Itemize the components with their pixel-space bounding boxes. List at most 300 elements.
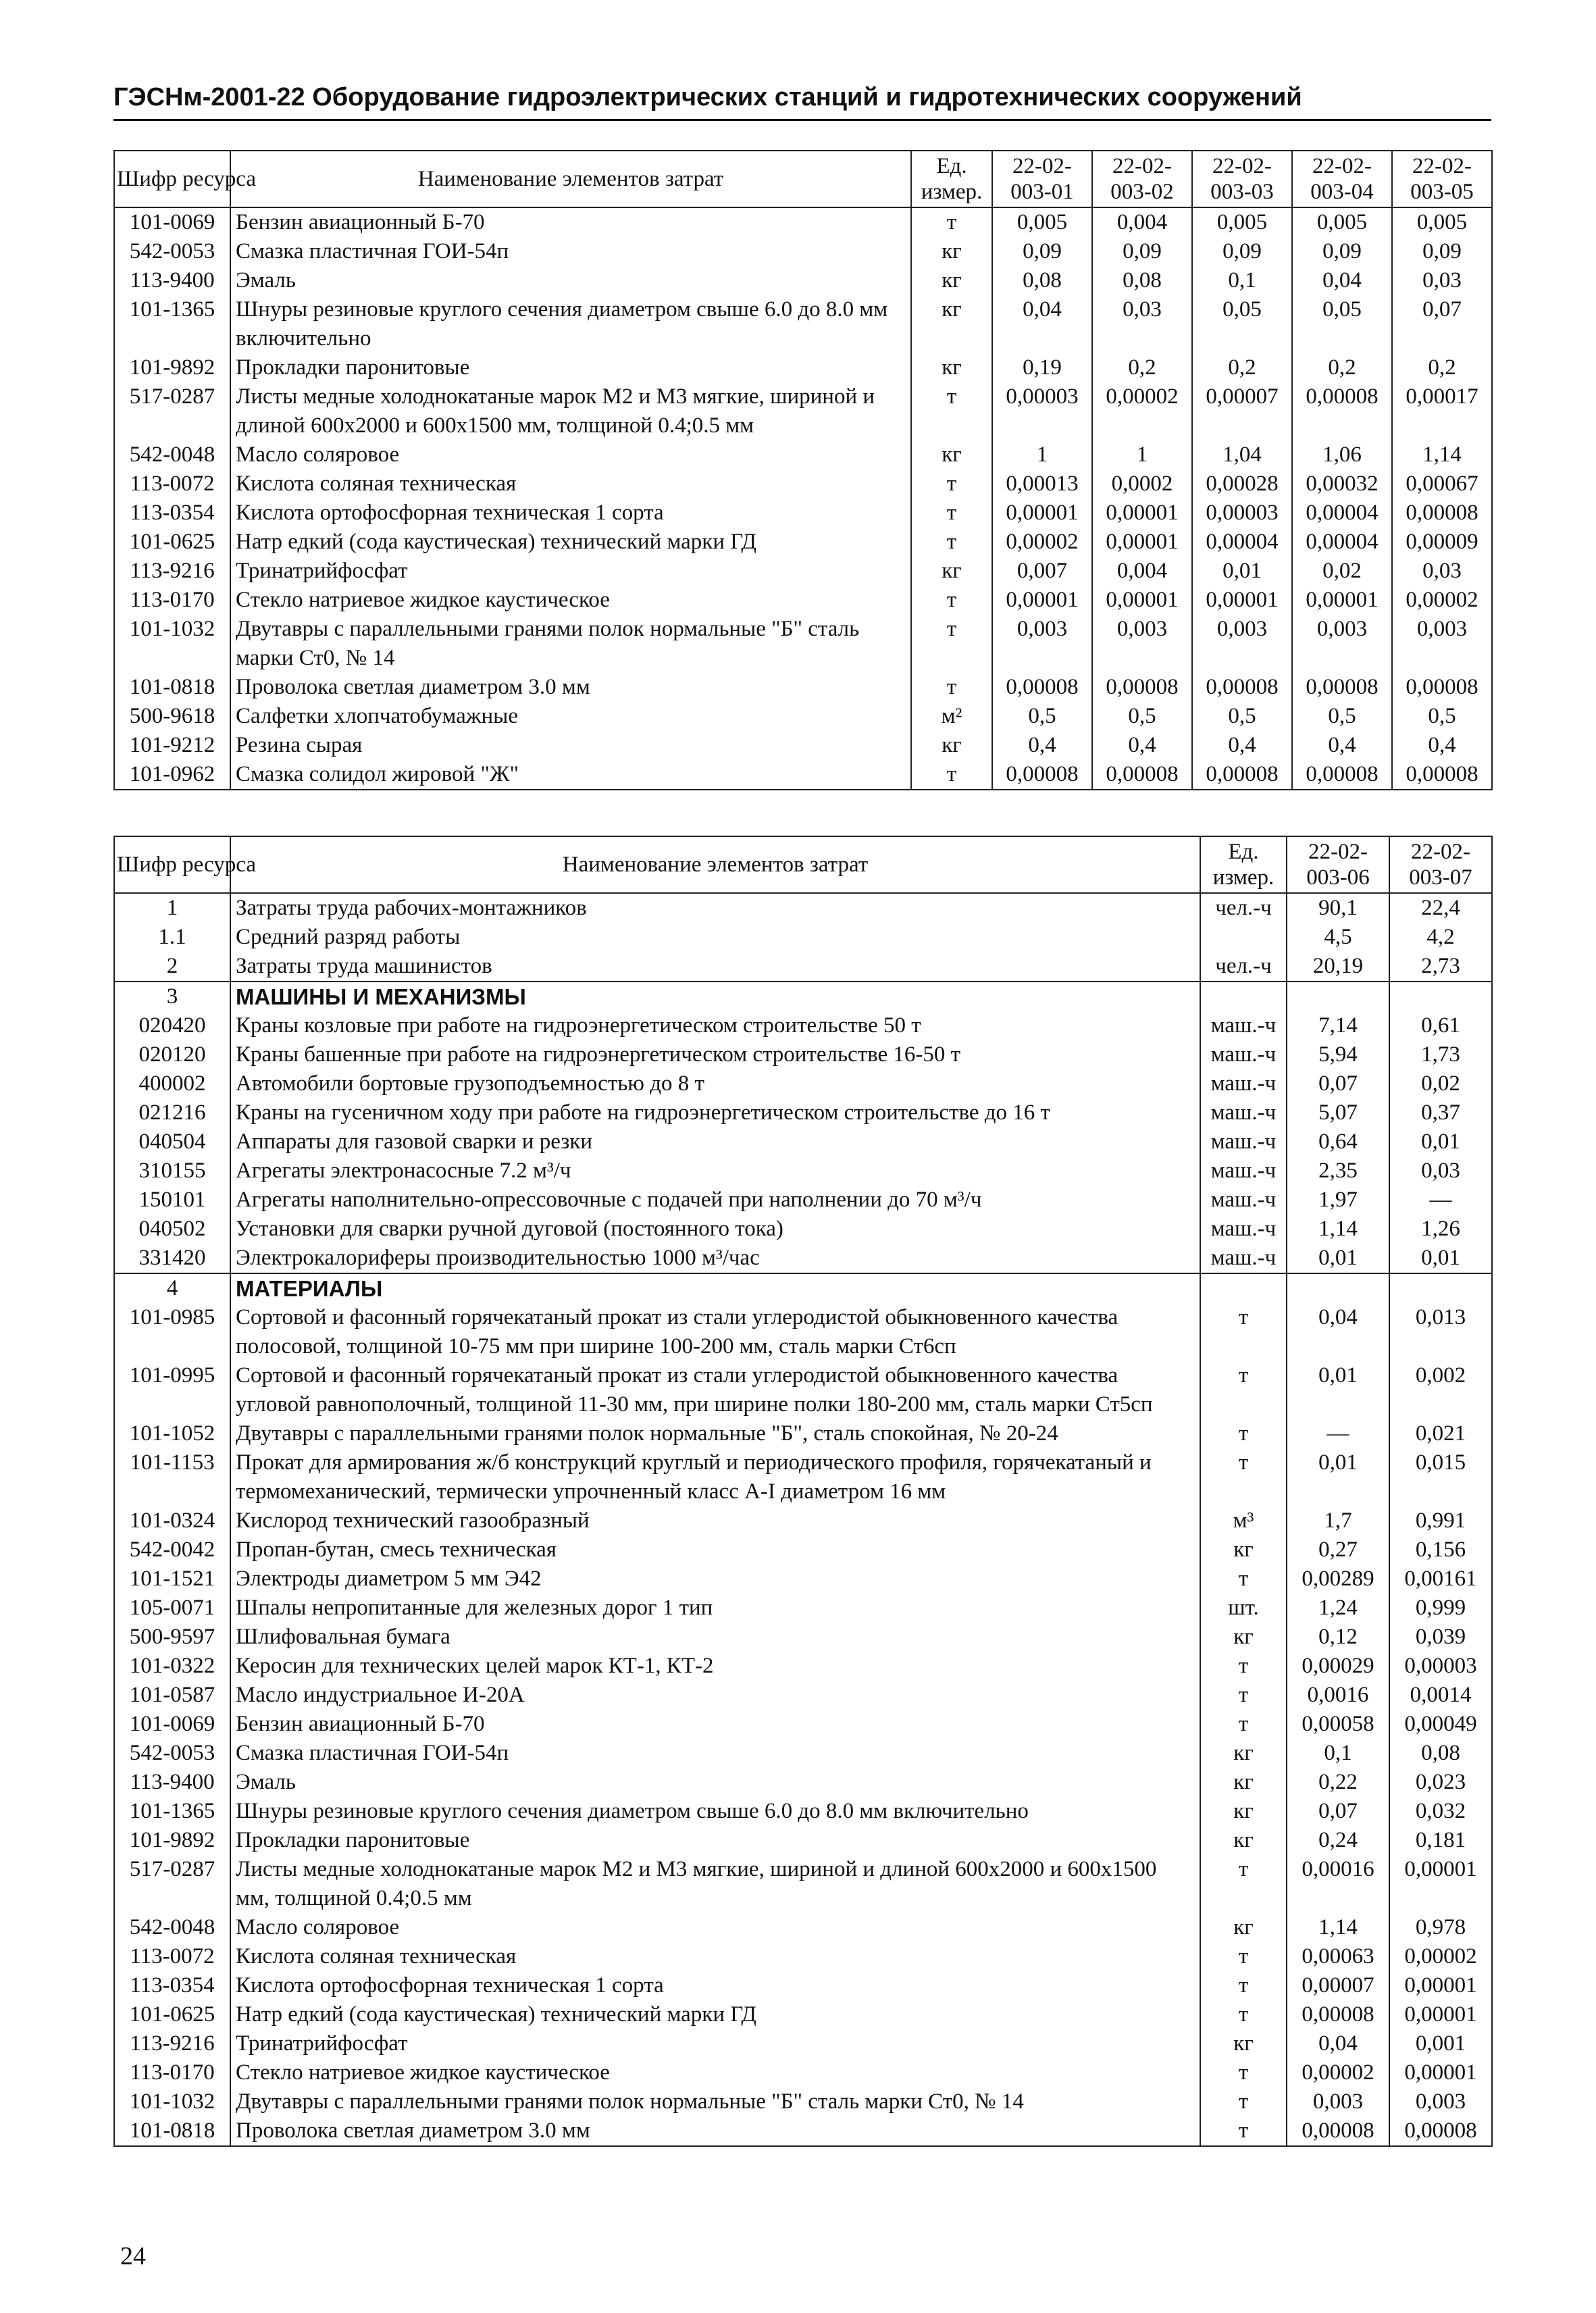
- value-cell: 1,04: [1192, 440, 1292, 469]
- table-row: [114, 1011, 1492, 1040]
- col-rate-header: 22-02-003-01: [992, 151, 1092, 207]
- value-cell: 2,73: [1389, 952, 1492, 982]
- value-cell: 0,00058: [1287, 1710, 1389, 1739]
- resource-name: Смазка пластичная ГОИ-54п: [230, 1739, 1200, 1768]
- table-row: [114, 615, 1492, 673]
- value-cell: 0,00008: [1389, 2116, 1492, 2146]
- value-cell: 0,00003: [1192, 499, 1292, 528]
- value-cell: 0,003: [1292, 615, 1392, 673]
- value-cell: 0,00008: [1392, 499, 1492, 528]
- table-row: [114, 760, 1492, 790]
- value-cell: 0,00001: [1389, 1855, 1492, 1913]
- value-cell: 0,00049: [1389, 1710, 1492, 1739]
- col-rate-header: 22-02-003-02: [1092, 151, 1192, 207]
- table-row: [114, 528, 1492, 557]
- resource-table-1: [113, 150, 1493, 790]
- table-row: [114, 1594, 1492, 1623]
- resource-name: Пропан-бутан, смесь техническая: [230, 1535, 1200, 1565]
- table-row: [114, 2116, 1492, 2146]
- unit-cell: т: [1200, 1971, 1287, 2000]
- value-cell: 0,00001: [1092, 528, 1192, 557]
- value-cell: 0,015: [1389, 1448, 1492, 1506]
- value-cell: 1,97: [1287, 1186, 1389, 1215]
- section-row: [114, 1273, 1492, 1303]
- value-cell: 0,00001: [1389, 1971, 1492, 2000]
- table-row: [114, 1942, 1492, 1971]
- resource-name: Кислота соляная техническая: [230, 469, 911, 499]
- resource-name: Электроды диаметром 5 мм Э42: [230, 1565, 1200, 1594]
- value-cell: 0,00007: [1192, 382, 1292, 440]
- value-cell: 0,00008: [1392, 673, 1492, 702]
- resource-code: 101-0069: [114, 1710, 230, 1739]
- resource-code: 101-0322: [114, 1652, 230, 1681]
- resource-name: Кислота соляная техническая: [230, 1942, 1200, 1971]
- value-cell: 0,00002: [1389, 1942, 1492, 1971]
- table-row: [114, 469, 1492, 499]
- value-cell: [1287, 982, 1389, 1011]
- resource-code: 542-0053: [114, 1739, 230, 1768]
- table-row: [114, 353, 1492, 382]
- value-cell: 0,00067: [1392, 469, 1492, 499]
- value-cell: 20,19: [1287, 952, 1389, 982]
- value-cell: 0,07: [1392, 295, 1492, 353]
- table-row: [114, 1098, 1492, 1127]
- unit-cell: маш.-ч: [1200, 1011, 1287, 1040]
- value-cell: 0,00009: [1392, 528, 1492, 557]
- value-cell: [1287, 1273, 1389, 1303]
- value-cell: 0,00001: [1192, 586, 1292, 615]
- value-cell: 0,00008: [1092, 673, 1192, 702]
- table-row: [114, 1797, 1492, 1826]
- resource-name: Стекло натриевое жидкое каустическое: [230, 2058, 1200, 2087]
- resource-code: 1: [114, 893, 230, 923]
- table-row: [114, 1069, 1492, 1098]
- resource-code: 101-1052: [114, 1419, 230, 1448]
- value-cell: 0,09: [1292, 237, 1392, 266]
- value-cell: 0,00161: [1389, 1565, 1492, 1594]
- value-cell: 0,08: [992, 266, 1092, 295]
- resource-code: 113-9400: [114, 1768, 230, 1797]
- resource-name: Эмаль: [230, 266, 911, 295]
- unit-cell: т: [1200, 1361, 1287, 1419]
- resource-name: Сортовой и фасонный горячекатаный прокат из стали углеродистой обыкновенного качества полосовой, толщиной 10-75 мм при ширине 100-200 мм, сталь марки Ст6сп: [230, 1303, 1200, 1361]
- resource-name: Двутавры с параллельными гранями полок нормальные "Б" сталь марки Ст0, № 14: [230, 2087, 1200, 2116]
- value-cell: 0,007: [992, 557, 1092, 586]
- value-cell: 0,003: [1389, 2087, 1492, 2116]
- unit-cell: м²: [911, 702, 992, 731]
- value-cell: 0,00017: [1392, 382, 1492, 440]
- unit-cell: шт.: [1200, 1594, 1287, 1623]
- value-cell: 0,09: [1092, 237, 1192, 266]
- table-row: [114, 2000, 1492, 2029]
- value-cell: 0,08: [1389, 1739, 1492, 1768]
- unit-cell: маш.-ч: [1200, 1186, 1287, 1215]
- value-cell: 0,4: [1392, 731, 1492, 760]
- value-cell: 0,5: [1192, 702, 1292, 731]
- unit-cell: т: [911, 528, 992, 557]
- value-cell: 0,05: [1292, 295, 1392, 353]
- resource-code: 113-9216: [114, 557, 230, 586]
- value-cell: 0,00003: [1389, 1652, 1492, 1681]
- unit-cell: т: [1200, 2000, 1287, 2029]
- value-cell: 0,00008: [1287, 2000, 1389, 2029]
- col-unit-header: Ед. измер.: [911, 151, 992, 207]
- value-cell: [1389, 982, 1492, 1011]
- value-cell: 0,00001: [1389, 2058, 1492, 2087]
- value-cell: 0,003: [1192, 615, 1292, 673]
- value-cell: 1,14: [1287, 1215, 1389, 1244]
- value-cell: 0,0016: [1287, 1681, 1389, 1710]
- resource-code: 020420: [114, 1011, 230, 1040]
- resource-name: Проволока светлая диаметром 3.0 мм: [230, 673, 911, 702]
- value-cell: 0,03: [1392, 266, 1492, 295]
- value-cell: 0,003: [1287, 2087, 1389, 2116]
- unit-cell: кг: [1200, 1826, 1287, 1855]
- value-cell: 0,00008: [1287, 2116, 1389, 2146]
- unit-cell: т: [911, 615, 992, 673]
- value-cell: 0,004: [1092, 557, 1192, 586]
- value-cell: 0,03: [1092, 295, 1192, 353]
- unit-cell: м³: [1200, 1506, 1287, 1535]
- value-cell: 0,00008: [1292, 382, 1392, 440]
- resource-code: 040502: [114, 1215, 230, 1244]
- resource-code: 101-0818: [114, 2116, 230, 2146]
- value-cell: 0,04: [1292, 266, 1392, 295]
- resource-name: Смазка солидол жировой "Ж": [230, 760, 911, 790]
- value-cell: —: [1287, 1419, 1389, 1448]
- resource-name: Салфетки хлопчатобумажные: [230, 702, 911, 731]
- value-cell: 0,005: [1292, 207, 1392, 237]
- unit-cell: маш.-ч: [1200, 1040, 1287, 1069]
- col-name-header: Наименование элементов затрат: [230, 836, 1200, 893]
- value-cell: 0,04: [1287, 2029, 1389, 2058]
- resource-name: Двутавры с параллельными гранями полок нормальные "Б", сталь спокойная, № 20-24: [230, 1419, 1200, 1448]
- unit-cell: маш.-ч: [1200, 1127, 1287, 1156]
- value-cell: 0,003: [1392, 615, 1492, 673]
- resource-code: 101-0962: [114, 760, 230, 790]
- value-cell: 0,00289: [1287, 1565, 1389, 1594]
- value-cell: 0,4: [1192, 731, 1292, 760]
- resource-code: 113-0072: [114, 1942, 230, 1971]
- value-cell: 0,00013: [992, 469, 1092, 499]
- unit-cell: [1200, 982, 1287, 1011]
- value-cell: 0,5: [992, 702, 1092, 731]
- table-row: [114, 1448, 1492, 1506]
- resource-code: 105-0071: [114, 1594, 230, 1623]
- value-cell: 0,00002: [1092, 382, 1192, 440]
- unit-cell: кг: [911, 440, 992, 469]
- resource-code: 2: [114, 952, 230, 982]
- resource-name: Натр едкий (сода каустическая) технический марки ГД: [230, 528, 911, 557]
- value-cell: 2,35: [1287, 1156, 1389, 1186]
- value-cell: 0,5: [1392, 702, 1492, 731]
- table-row: [114, 731, 1492, 760]
- resource-code: 101-1365: [114, 295, 230, 353]
- unit-cell: кг: [1200, 2029, 1287, 2058]
- table-row: [114, 207, 1492, 237]
- value-cell: 4,2: [1389, 923, 1492, 952]
- resource-code: 517-0287: [114, 382, 230, 440]
- resource-name: Бензин авиационный Б-70: [230, 1710, 1200, 1739]
- value-cell: 0,22: [1287, 1768, 1389, 1797]
- value-cell: 1: [1092, 440, 1192, 469]
- unit-cell: [1200, 923, 1287, 952]
- value-cell: 0,1: [1192, 266, 1292, 295]
- resource-code: 542-0053: [114, 237, 230, 266]
- resource-name: Аппараты для газовой сварки и резки: [230, 1127, 1200, 1156]
- value-cell: 0,00032: [1292, 469, 1392, 499]
- unit-cell: т: [911, 673, 992, 702]
- resource-name: Масло соляровое: [230, 1913, 1200, 1942]
- table-row: [114, 1971, 1492, 2000]
- value-cell: 0,978: [1389, 1913, 1492, 1942]
- table-row: [114, 1681, 1492, 1710]
- resource-name: Краны на гусеничном ходу при работе на гидроэнергетическом строительстве до 16 т: [230, 1098, 1200, 1127]
- unit-cell: т: [911, 469, 992, 499]
- resource-code: 101-0995: [114, 1361, 230, 1419]
- resource-code: 101-9892: [114, 353, 230, 382]
- value-cell: 0,2: [1192, 353, 1292, 382]
- resource-code: 3: [114, 982, 230, 1011]
- value-cell: 0,999: [1389, 1594, 1492, 1623]
- resource-code: 101-0625: [114, 2000, 230, 2029]
- col-code-header: Шифр ресурса: [114, 151, 230, 207]
- resource-name: Шпалы непропитанные для железных дорог 1 тип: [230, 1594, 1200, 1623]
- value-cell: 0,00001: [992, 586, 1092, 615]
- resource-code: 542-0048: [114, 440, 230, 469]
- value-cell: 5,94: [1287, 1040, 1389, 1069]
- value-cell: 0,09: [992, 237, 1092, 266]
- value-cell: 0,00002: [1392, 586, 1492, 615]
- value-cell: 0,01: [1287, 1361, 1389, 1419]
- resource-name: Кислород технический газообразный: [230, 1506, 1200, 1535]
- table-row: [114, 1215, 1492, 1244]
- table-row: [114, 1710, 1492, 1739]
- value-cell: 0,2: [1092, 353, 1192, 382]
- resource-table-2: [113, 836, 1493, 2147]
- unit-cell: т: [1200, 1303, 1287, 1361]
- col-code-header: Шифр ресурса: [114, 836, 230, 893]
- table-row: [114, 952, 1492, 982]
- unit-cell: т: [1200, 1942, 1287, 1971]
- unit-cell: т: [911, 499, 992, 528]
- unit-cell: кг: [1200, 1739, 1287, 1768]
- resource-code: 101-0985: [114, 1303, 230, 1361]
- resource-code: 542-0048: [114, 1913, 230, 1942]
- col-unit-header: Ед. измер.: [1200, 836, 1287, 893]
- resource-name: Затраты труда рабочих-монтажников: [230, 893, 1200, 923]
- resource-name: Натр едкий (сода каустическая) технический марки ГД: [230, 2000, 1200, 2029]
- table-row: [114, 1535, 1492, 1565]
- table-row: [114, 1361, 1492, 1419]
- resource-name: Резина сырая: [230, 731, 911, 760]
- resource-name: Кислота ортофосфорная техническая 1 сорта: [230, 499, 911, 528]
- resource-name: Агрегаты наполнительно-опрессовочные с подачей при наполнении до 70 м³/ч: [230, 1186, 1200, 1215]
- unit-cell: кг: [1200, 1623, 1287, 1652]
- resource-code: 113-0170: [114, 2058, 230, 2087]
- value-cell: 5,07: [1287, 1098, 1389, 1127]
- value-cell: 0,61: [1389, 1011, 1492, 1040]
- value-cell: 0,00001: [1389, 2000, 1492, 2029]
- value-cell: 1,26: [1389, 1215, 1492, 1244]
- resource-name: Керосин для технических целей марок КТ-1, КТ-2: [230, 1652, 1200, 1681]
- value-cell: 0,023: [1389, 1768, 1492, 1797]
- resource-code: 500-9597: [114, 1623, 230, 1652]
- resource-name: Бензин авиационный Б-70: [230, 207, 911, 237]
- unit-cell: кг: [911, 295, 992, 353]
- value-cell: 0,00016: [1287, 1855, 1389, 1913]
- unit-cell: кг: [911, 353, 992, 382]
- unit-cell: т: [1200, 2058, 1287, 2087]
- resource-name: Эмаль: [230, 1768, 1200, 1797]
- table-row: [114, 1565, 1492, 1594]
- unit-cell: т: [1200, 1855, 1287, 1913]
- col-rate-header: 22-02-003-06: [1287, 836, 1389, 893]
- unit-cell: [1200, 1273, 1287, 1303]
- resource-name: Агрегаты электронасосные 7.2 м³/ч: [230, 1156, 1200, 1186]
- table-row: [114, 440, 1492, 469]
- unit-cell: т: [911, 207, 992, 237]
- resource-name: Проволока светлая диаметром 3.0 мм: [230, 2116, 1200, 2146]
- table-header: [114, 151, 1492, 207]
- unit-cell: т: [1200, 2087, 1287, 2116]
- unit-cell: кг: [1200, 1768, 1287, 1797]
- table-row: [114, 2058, 1492, 2087]
- table-row: [114, 702, 1492, 731]
- resource-name: Средний разряд работы: [230, 923, 1200, 952]
- value-cell: 0,001: [1389, 2029, 1492, 2058]
- resource-code: 101-9892: [114, 1826, 230, 1855]
- table-row: [114, 1040, 1492, 1069]
- resource-code: 1.1: [114, 923, 230, 952]
- value-cell: 0,00029: [1287, 1652, 1389, 1681]
- unit-cell: т: [911, 760, 992, 790]
- value-cell: 0,0014: [1389, 1681, 1492, 1710]
- value-cell: 1,24: [1287, 1594, 1389, 1623]
- resource-code: 101-1032: [114, 615, 230, 673]
- unit-cell: т: [1200, 2116, 1287, 2146]
- resource-code: 101-0324: [114, 1506, 230, 1535]
- table-row: [114, 1652, 1492, 1681]
- resource-name: Электрокалориферы производительностью 1000 м³/час: [230, 1244, 1200, 1273]
- value-cell: 0,19: [992, 353, 1092, 382]
- value-cell: 1,06: [1292, 440, 1392, 469]
- value-cell: 4,5: [1287, 923, 1389, 952]
- resource-code: 400002: [114, 1069, 230, 1098]
- unit-cell: маш.-ч: [1200, 1069, 1287, 1098]
- resource-name: Краны башенные при работе на гидроэнергетическом строительстве 16-50 т: [230, 1040, 1200, 1069]
- value-cell: 0,09: [1192, 237, 1292, 266]
- unit-cell: кг: [911, 557, 992, 586]
- resource-code: 101-1153: [114, 1448, 230, 1506]
- value-cell: 0,00002: [1287, 2058, 1389, 2087]
- table-row: [114, 1127, 1492, 1156]
- table-row: [114, 1303, 1492, 1361]
- value-cell: 0,00001: [992, 499, 1092, 528]
- value-cell: 0,02: [1292, 557, 1392, 586]
- value-cell: 0,5: [1092, 702, 1192, 731]
- resource-name: Тринатрийфосфат: [230, 557, 911, 586]
- resource-code: 101-0625: [114, 528, 230, 557]
- table-row: [114, 1186, 1492, 1215]
- resource-name: Тринатрийфосфат: [230, 2029, 1200, 2058]
- resource-name: Кислота ортофосфорная техническая 1 сорта: [230, 1971, 1200, 2000]
- value-cell: 0,032: [1389, 1797, 1492, 1826]
- value-cell: 0,00008: [992, 673, 1092, 702]
- value-cell: 0,00008: [992, 760, 1092, 790]
- table-body: [114, 207, 1492, 790]
- page-title: ГЭСНм-2001-22 Оборудование гидроэлектрических станций и гидротехнических сооружений: [113, 83, 1302, 111]
- value-cell: 0,24: [1287, 1826, 1389, 1855]
- resource-code: 101-1032: [114, 2087, 230, 2116]
- resource-code: 113-9216: [114, 2029, 230, 2058]
- value-cell: 0,4: [992, 731, 1092, 760]
- unit-cell: маш.-ч: [1200, 1244, 1287, 1273]
- value-cell: 0,005: [992, 207, 1092, 237]
- resource-code: 331420: [114, 1244, 230, 1273]
- value-cell: 0,01: [1287, 1244, 1389, 1273]
- value-cell: 0,2: [1292, 353, 1392, 382]
- unit-cell: чел.-ч: [1200, 893, 1287, 923]
- resource-code: 4: [114, 1273, 230, 1303]
- resource-name: Листы медные холоднокатаные марок М2 и М3 мягкие, шириной и длиной 600x2000 и 600x1500 мм, толщиной 0.4;0.5 мм: [230, 382, 911, 440]
- value-cell: 0,991: [1389, 1506, 1492, 1535]
- value-cell: 0,01: [1287, 1448, 1389, 1506]
- value-cell: 0,01: [1389, 1244, 1492, 1273]
- resource-name: Двутавры с параллельными гранями полок нормальные "Б" сталь марки Ст0, № 14: [230, 615, 911, 673]
- resource-code: 113-0170: [114, 586, 230, 615]
- resource-code: 113-0354: [114, 1971, 230, 2000]
- resource-code: 101-0818: [114, 673, 230, 702]
- value-cell: 0,00008: [1192, 760, 1292, 790]
- value-cell: 0,00002: [992, 528, 1092, 557]
- resource-code: 101-0587: [114, 1681, 230, 1710]
- unit-cell: т: [1200, 1448, 1287, 1506]
- value-cell: 0,5: [1292, 702, 1392, 731]
- value-cell: 1,14: [1287, 1913, 1389, 1942]
- value-cell: [1389, 1273, 1492, 1303]
- value-cell: 0,07: [1287, 1797, 1389, 1826]
- table-row: [114, 673, 1492, 702]
- table-row: [114, 1855, 1492, 1913]
- value-cell: 0,03: [1389, 1156, 1492, 1186]
- table-row: [114, 923, 1492, 952]
- value-cell: 0,00008: [1392, 760, 1492, 790]
- col-rate-header: 22-02-003-07: [1389, 836, 1492, 893]
- unit-cell: маш.-ч: [1200, 1215, 1287, 1244]
- value-cell: 0,12: [1287, 1623, 1389, 1652]
- value-cell: 0,00008: [1192, 673, 1292, 702]
- col-rate-header: 22-02-003-03: [1192, 151, 1292, 207]
- value-cell: 0,156: [1389, 1535, 1492, 1565]
- resource-code: 542-0042: [114, 1535, 230, 1565]
- value-cell: 0,00008: [1292, 673, 1392, 702]
- table-row: [114, 1913, 1492, 1942]
- col-rate-header: 22-02-003-04: [1292, 151, 1392, 207]
- unit-cell: маш.-ч: [1200, 1098, 1287, 1127]
- value-cell: 0,004: [1092, 207, 1192, 237]
- value-cell: 0,4: [1092, 731, 1192, 760]
- value-cell: 90,1: [1287, 893, 1389, 923]
- value-cell: 22,4: [1389, 893, 1492, 923]
- unit-cell: т: [1200, 1710, 1287, 1739]
- value-cell: 0,181: [1389, 1826, 1492, 1855]
- resource-code: 310155: [114, 1156, 230, 1186]
- table-header: [114, 836, 1492, 893]
- value-cell: 0,27: [1287, 1535, 1389, 1565]
- table-row: [114, 295, 1492, 353]
- value-cell: 0,07: [1287, 1069, 1389, 1098]
